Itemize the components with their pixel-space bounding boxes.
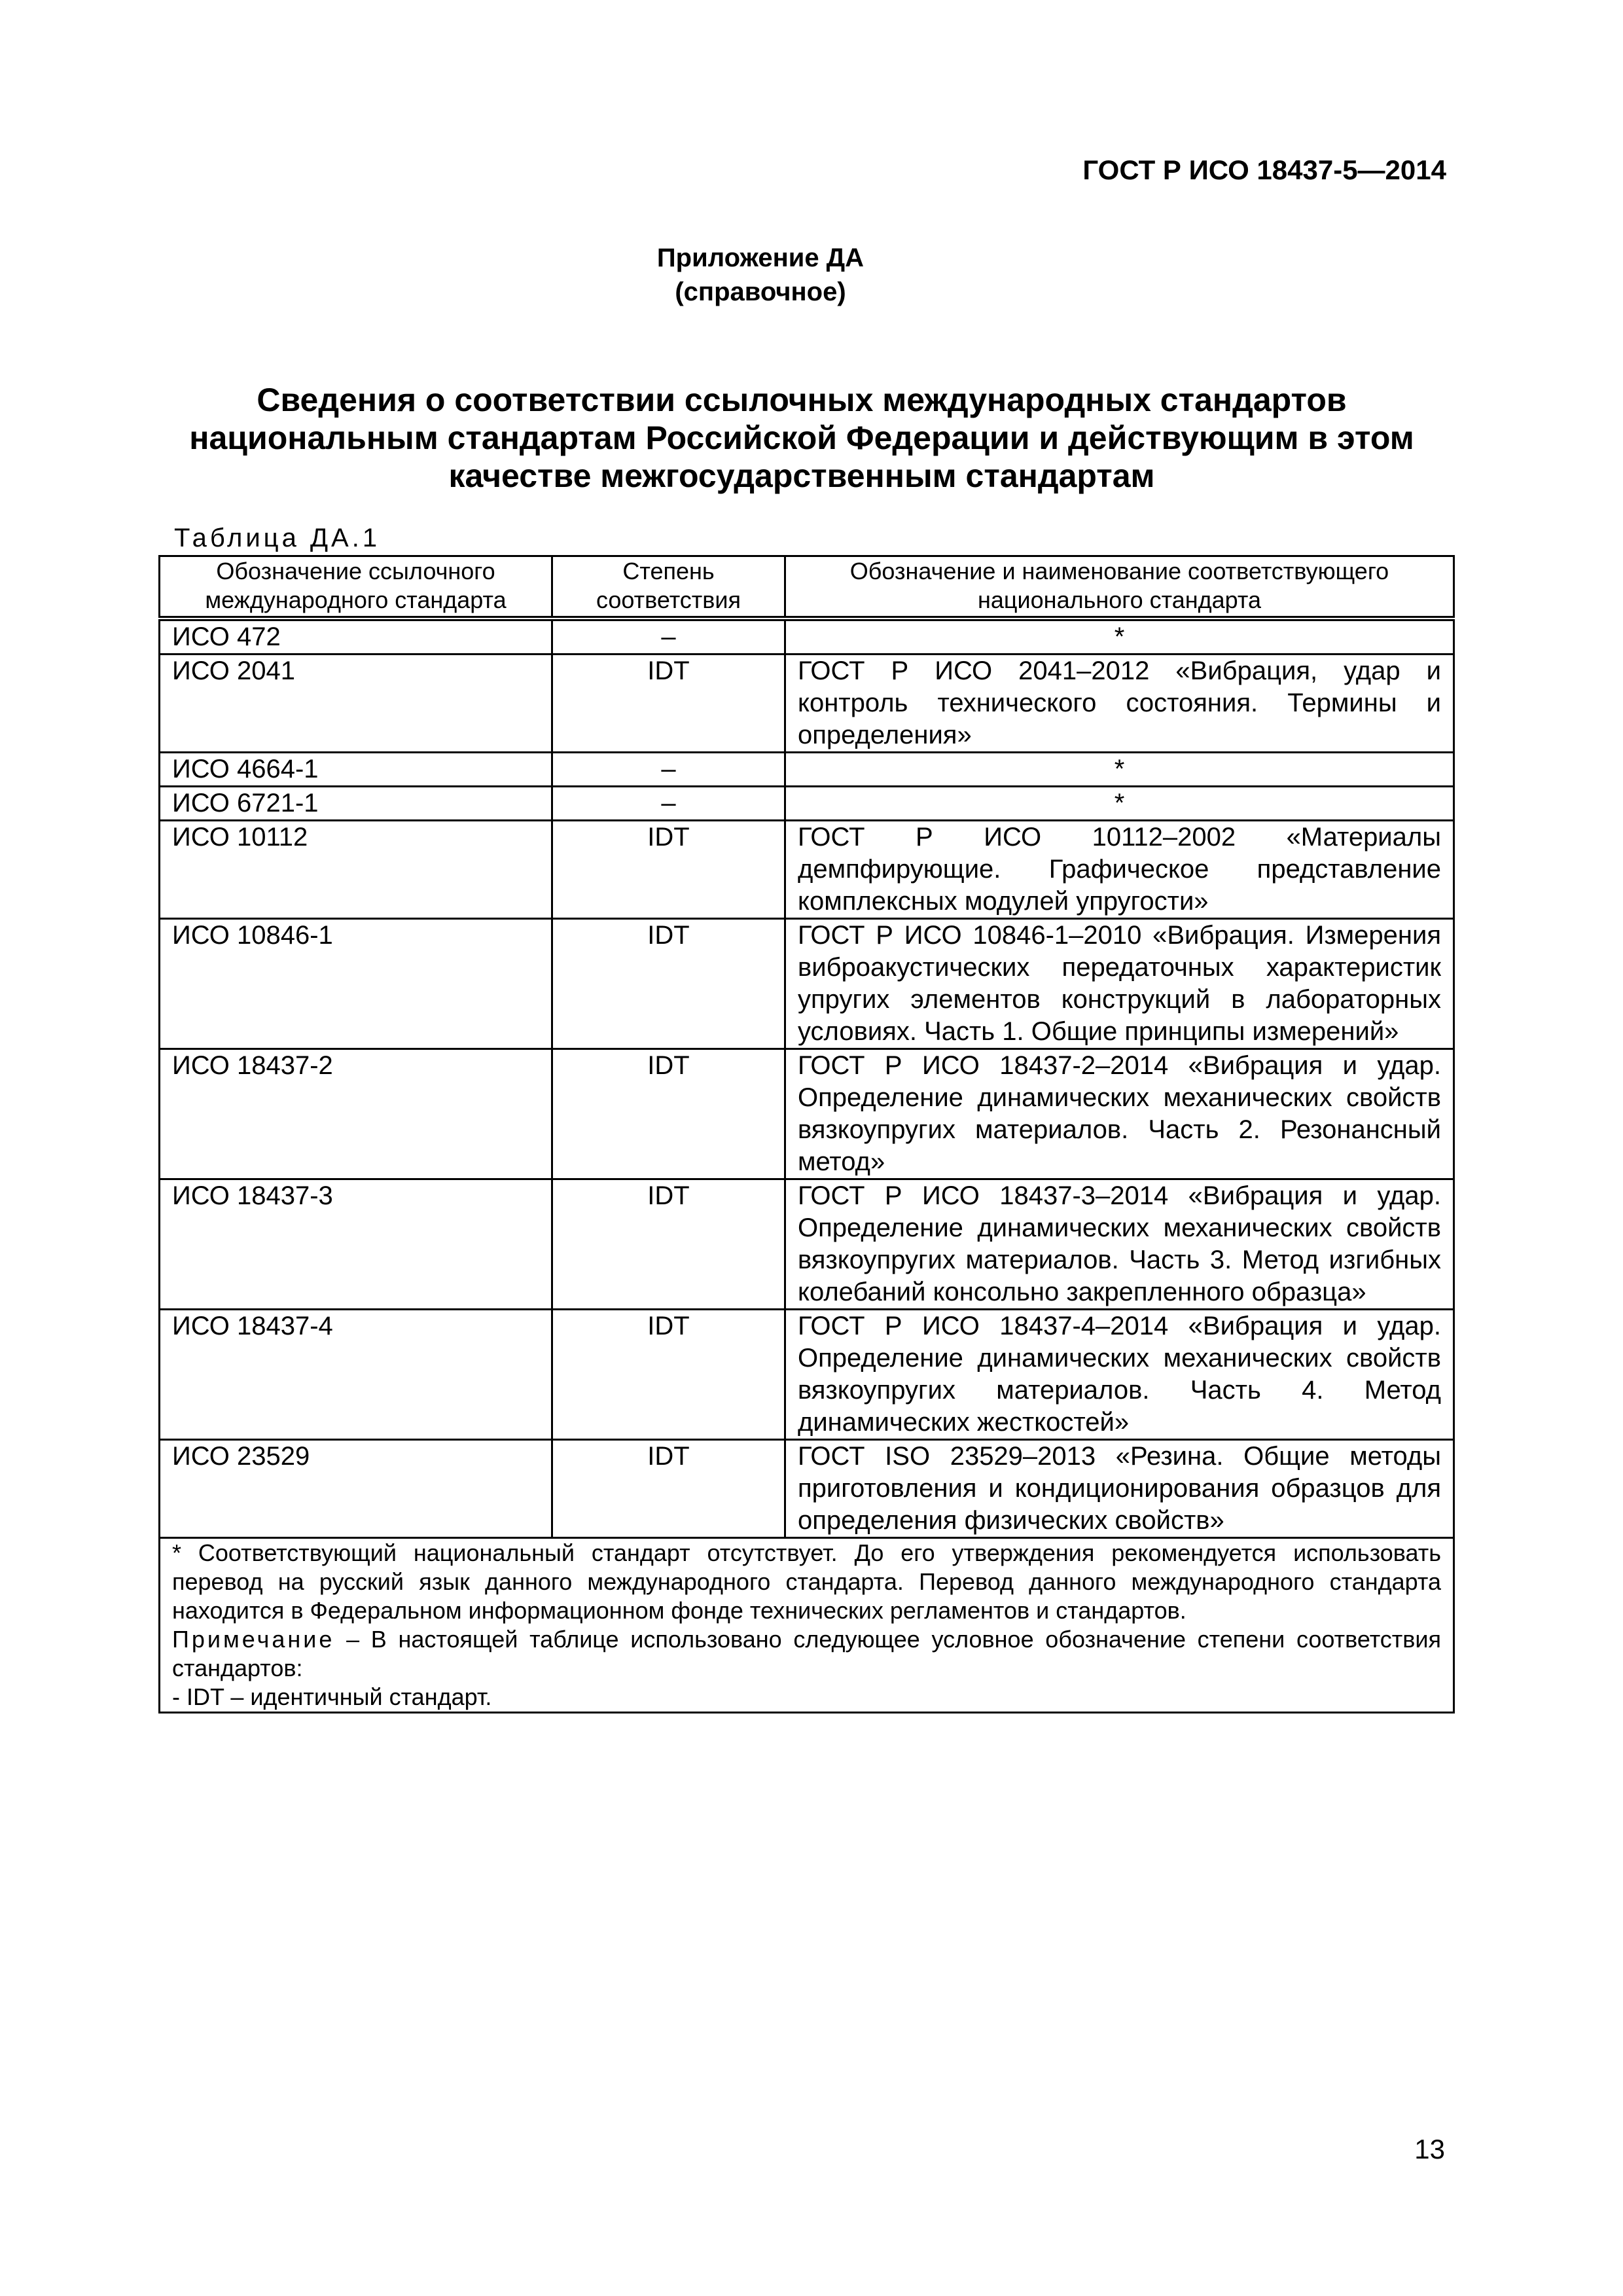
header-ref-line: Обозначение ссылочного [216, 558, 495, 584]
note-item: - IDT – идентичный стандарт. [172, 1683, 492, 1710]
national-standard-cell: ГОСТ ISO 23529–2013 «Резина. Общие методы приготовления и кондиционирования образцов для определения физических свойств» [785, 1440, 1454, 1538]
table-caption: Таблица ДА.1 [174, 524, 381, 552]
degree-cell: IDT [552, 919, 785, 1049]
national-standard-cell: * [785, 619, 1454, 655]
header-ref-standard [160, 556, 552, 619]
table-row [160, 1179, 1454, 1310]
table-row [160, 619, 1454, 655]
degree-cell: IDT [552, 655, 785, 753]
ref-standard-cell: ИСО 23529 [160, 1440, 552, 1538]
table-row [160, 753, 1454, 787]
table-row [160, 1049, 1454, 1179]
degree-cell: – [552, 787, 785, 821]
degree-cell: IDT [552, 1440, 785, 1538]
main-title-line: национальным стандартам Российской Федерации и действующим в этом [189, 420, 1414, 456]
table-row [160, 655, 1454, 753]
header-national-standard [785, 556, 1454, 619]
ref-standard-cell: ИСО 10112 [160, 821, 552, 919]
national-standard-cell: * [785, 787, 1454, 821]
national-standard-cell: ГОСТ Р ИСО 18437-3–2014 «Вибрация и удар. Определение динамических механических свойств вязкоупругих материалов. Часть 3. Метод изгибных колебаний консольно закрепленного образца» [785, 1179, 1454, 1310]
note-text: – В настоящей таблице использовано следующее условное обозначение степени соответствия стандартов: [172, 1626, 1441, 1681]
degree-cell: IDT [552, 1179, 785, 1310]
table-row [160, 1440, 1454, 1538]
annex-title: Приложение ДА [656, 243, 865, 272]
annex-kind: (справочное) [675, 278, 846, 306]
degree-cell: – [552, 753, 785, 787]
national-standard-cell: ГОСТ Р ИСО 10112–2002 «Материалы демпфирующие. Графическое представление комплексных модулей упругости» [785, 821, 1454, 919]
correspondence-table [158, 555, 1455, 1713]
main-title [157, 381, 1446, 495]
header-national-line: Обозначение и наименование соответствующего [849, 558, 1389, 584]
header-degree-line: Степень [622, 558, 715, 584]
ref-standard-cell: ИСО 472 [160, 619, 552, 655]
degree-cell: IDT [552, 1049, 785, 1179]
main-title-line: качестве межгосударственным стандартам [448, 457, 1155, 494]
ref-standard-cell: ИСО 10846-1 [160, 919, 552, 1049]
note-label: Примечание [172, 1626, 335, 1653]
table-notes-row [160, 1538, 1454, 1713]
document-code: ГОСТ Р ИСО 18437-5—2014 [1082, 154, 1446, 185]
header-national-line: национального стандарта [978, 586, 1261, 613]
table-notes [160, 1538, 1454, 1713]
national-standard-cell: ГОСТ Р ИСО 18437-4–2014 «Вибрация и удар. Определение динамических механических свойств вязкоупругих материалов. Часть 4. Метод динамических жесткостей» [785, 1310, 1454, 1440]
annex-heading [0, 241, 1521, 309]
national-standard-cell: ГОСТ Р ИСО 10846-1–2010 «Вибрация. Измерения виброакустических передаточных характеристик упругих элементов конструкций в лабораторных условиях. Часть 1. Общие принципы измерений» [785, 919, 1454, 1049]
degree-cell: IDT [552, 1310, 785, 1440]
page-number: 13 [1414, 2134, 1445, 2164]
ref-standard-cell: ИСО 18437-3 [160, 1179, 552, 1310]
table-header-row [160, 556, 1454, 619]
table-note [172, 1625, 1441, 1683]
header-ref-line: международного стандарта [205, 586, 507, 613]
table-row [160, 919, 1454, 1049]
table-row [160, 821, 1454, 919]
national-standard-cell: ГОСТ Р ИСО 18437-2–2014 «Вибрация и удар. Определение динамических механических свойств вязкоупругих материалов. Часть 2. Резонансный метод» [785, 1049, 1454, 1179]
national-standard-cell: * [785, 753, 1454, 787]
table-row [160, 1310, 1454, 1440]
table-row [160, 787, 1454, 821]
degree-cell: – [552, 619, 785, 655]
ref-standard-cell: ИСО 18437-4 [160, 1310, 552, 1440]
table-footnote: * Соответствующий национальный стандарт отсутствует. До его утверждения рекомендуется использовать перевод на русский язык данного международного стандарта. Перевод данного международного стандарта находится в Федеральном информационном фонде технических регламентов и стандартов. [172, 1539, 1441, 1624]
main-title-line: Сведения о соответствии ссылочных международных стандартов [257, 382, 1347, 418]
ref-standard-cell: ИСО 2041 [160, 655, 552, 753]
ref-standard-cell: ИСО 18437-2 [160, 1049, 552, 1179]
ref-standard-cell: ИСО 4664-1 [160, 753, 552, 787]
header-degree-line: соответствия [596, 586, 741, 613]
ref-standard-cell: ИСО 6721-1 [160, 787, 552, 821]
national-standard-cell: ГОСТ Р ИСО 2041–2012 «Вибрация, удар и контроль технического состояния. Термины и определения» [785, 655, 1454, 753]
degree-cell: IDT [552, 821, 785, 919]
header-degree [552, 556, 785, 619]
